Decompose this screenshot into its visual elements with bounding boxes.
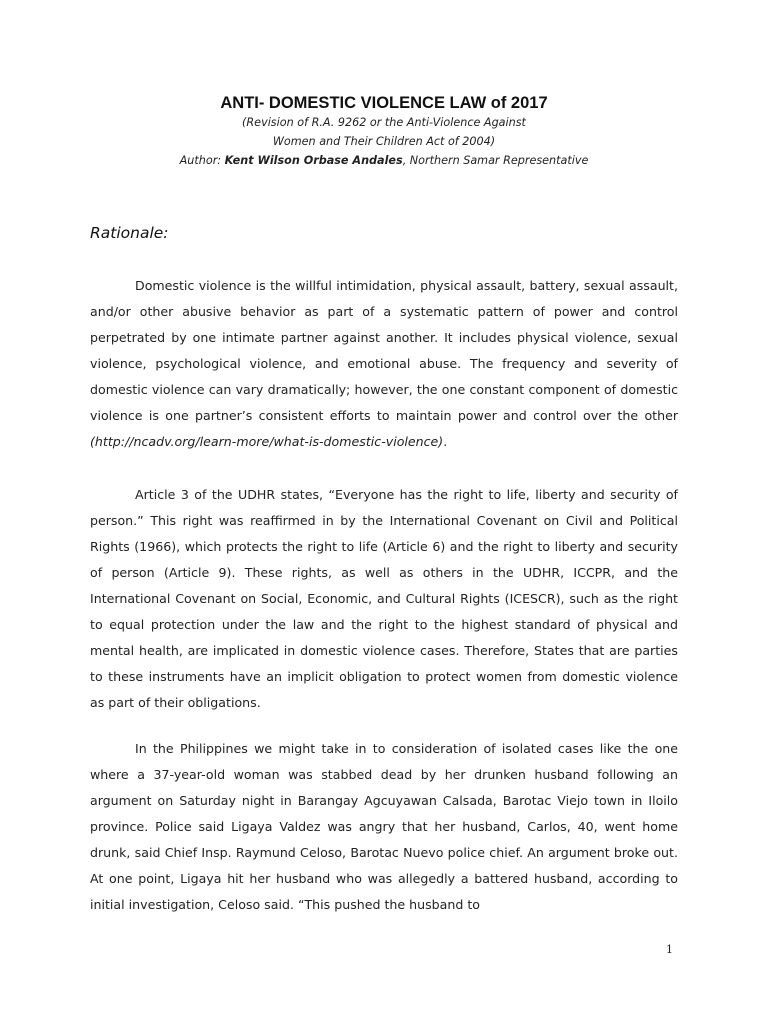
paragraph-definition-text: Domestic violence is the willful intimidation, physical assault, battery, sexual assault, and/or other abusive behavior as part of a systematic pattern of power and control perpetrated by one intimate partner against another. It includes physical violence, sexual violence, psychological violence, and emotional abuse. The frequency and severity of domestic violence can vary dramatically; however, the one constant component of domestic violence is one partner’s consistent efforts to maintain power and control over the other [90, 278, 678, 423]
section-heading: Rationale: [90, 224, 169, 242]
paragraph-philippines-text: In the Philippines we might take in to consideration of isolated cases like the one where a 37-year-old woman was stabbed dead by her drunken husband following an argument on Saturday night in Barangay Agcuyawan Calsada, Barotac Viejo town in Iloilo province. Police said Ligaya Valdez was angry that her husband, Carlos, 40, went home drunk, said Chief Insp. Raymund Celoso, Barotac Nuevo police chief. An argument broke out. At one point, Ligaya hit her husband who was allegedly a battered husband, according to initial investigation, Celoso said. “This pushed the husband to [90, 741, 678, 912]
document-title: ANTI- DOMESTIC VIOLENCE LAW of 2017 [220, 94, 548, 112]
paragraph-udhr [90, 482, 678, 716]
page-number: 1 [666, 943, 673, 956]
document-header [90, 93, 678, 170]
subtitle-line-1: (Revision of R.A. 9262 or the Anti-Violence Against [242, 116, 526, 129]
author-suffix: , Northern Samar Representative [402, 154, 589, 167]
citation-link[interactable]: (http://ncadv.org/learn-more/what-is-domestic-violence) [90, 434, 444, 449]
subtitle-line-2: Women and Their Children Act of 2004) [272, 135, 496, 148]
paragraph-definition-end: . [443, 434, 448, 449]
author-name: Kent Wilson Orbase Andales [224, 154, 403, 167]
paragraph-philippines [90, 736, 678, 918]
paragraph-definition [90, 273, 678, 455]
author-line [90, 151, 678, 170]
author-prefix: Author: [179, 154, 222, 167]
paragraph-udhr-text: Article 3 of the UDHR states, “Everyone has the right to life, liberty and security of person.” This right was reaffirmed in by the International Covenant on Civil and Political Rights (1966), which protects the right to life (Article 6) and the right to liberty and security of person (Article 9). These rights, as well as others in the UDHR, ICCPR, and the International Covenant on Social, Economic, and Cultural Rights (ICESCR), such as the right to equal protection under the law and the right to the highest standard of physical and mental health, are implicated in domestic violence cases. Therefore, States that are parties to these instruments have an implicit obligation to protect women from domestic violence as part of their obligations. [90, 487, 678, 710]
